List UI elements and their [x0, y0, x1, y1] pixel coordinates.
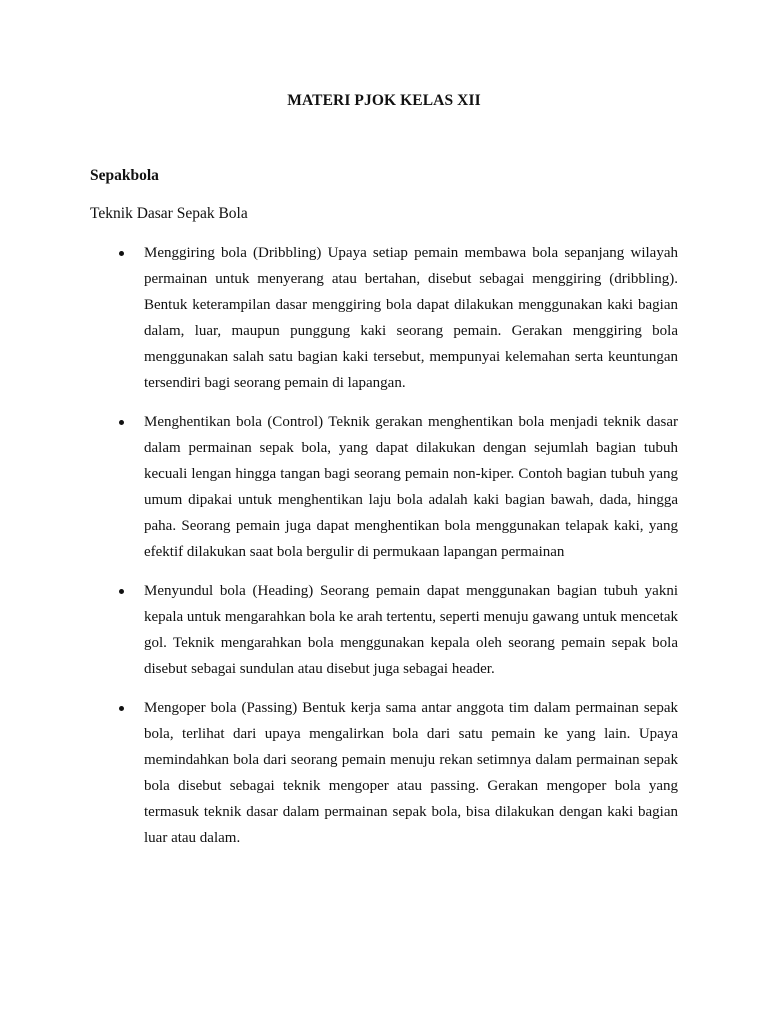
- bullet-list: [90, 240, 678, 864]
- document-title: MATERI PJOK KELAS XII: [287, 92, 481, 109]
- bullet-dot-icon: [119, 420, 124, 425]
- section-heading: Sepakbola: [90, 167, 159, 184]
- bullet-dot-icon: [119, 251, 124, 256]
- bullet-item-control: [90, 409, 678, 565]
- bullet-dot-icon: [119, 589, 124, 594]
- bullet-item-dribbling: [90, 240, 678, 396]
- bullet-item-passing: [90, 695, 678, 851]
- subheading: Teknik Dasar Sepak Bola: [90, 205, 248, 222]
- bullet-dot-icon: [119, 706, 124, 711]
- bullet-text: Menggiring bola (Dribbling) Upaya setiap pemain membawa bola sepanjang wilayah permainan untuk menyerang atau bertahan, disebut sebagai menggiring (dribbling). Bentuk keterampilan dasar menggiring bola dapat dilakukan menggunakan kaki bagian dalam, luar, maupun punggung kaki seorang pemain. Gerakan menggiring bola menggunakan salah satu bagian kaki tersebut, mempunyai kelemahan serta keuntungan tersendiri bagi seorang pemain di lapangan.: [144, 245, 678, 391]
- bullet-text: Menyundul bola (Heading) Seorang pemain dapat menggunakan bagian tubuh yakni kepala untuk mengarahkan bola ke arah tertentu, seperti menuju gawang untuk mencetak gol. Teknik mengarahkan bola menggunakan kepala oleh seorang pemain sepak bola disebut sebagai sundulan atau disebut juga sebagai header.: [144, 583, 678, 677]
- bullet-text: Mengoper bola (Passing) Bentuk kerja sama antar anggota tim dalam permainan sepak bola, terlihat dari upaya mengalirkan bola dari satu pemain ke yang lain. Upaya memindahkan bola dari seorang pemain menuju rekan setimnya dalam permainan sepak bola disebut sebagai teknik mengoper atau passing. Gerakan mengoper bola yang termasuk teknik dasar dalam permainan sepak bola, bisa dilakukan dengan kaki bagian luar atau dalam.: [144, 700, 678, 846]
- bullet-text: Menghentikan bola (Control) Teknik gerakan menghentikan bola menjadi teknik dasar dalam permainan sepak bola, yang dapat dilakukan dengan sejumlah bagian tubuh kecuali lengan hingga tangan bagi seorang pemain non-kiper. Contoh bagian tubuh yang umum dipakai untuk menghentikan laju bola adalah kaki bagian bawah, dada, hingga paha. Seorang pemain juga dapat menghentikan bola menggunakan telapak kaki, yang efektif dilakukan saat bola bergulir di permukaan lapangan permainan: [144, 414, 678, 560]
- bullet-item-heading: [90, 578, 678, 682]
